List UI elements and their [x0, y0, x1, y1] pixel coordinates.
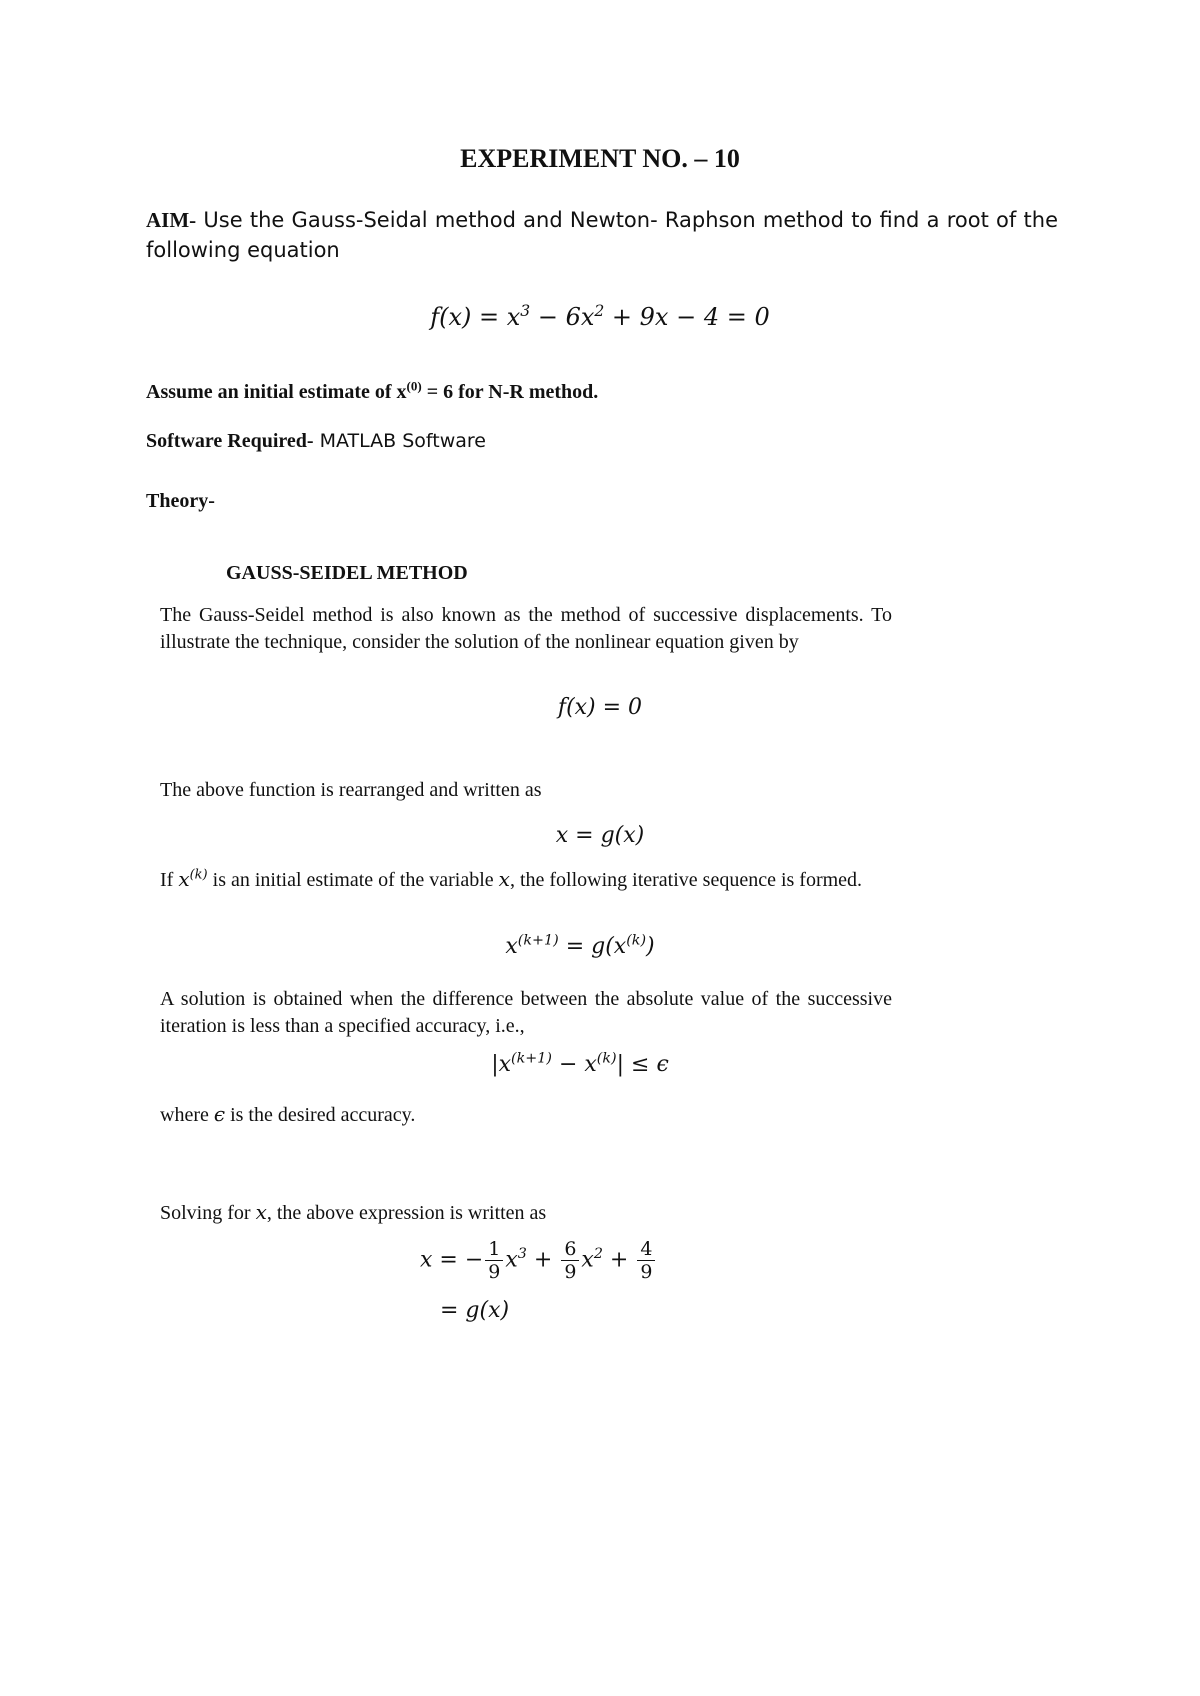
equation-x-equals-g: x = g(x) [555, 823, 645, 848]
page-title: EXPERIMENT NO. – 10 [460, 144, 740, 173]
software-required [146, 430, 486, 453]
main-equation: $f(x) = x^3 - 6x^2 + 9x - 4 = 0$ [430, 302, 770, 331]
paragraph-solving: Solving for x, the above expression is written as [160, 1200, 547, 1224]
section-heading: GAUSS-SEIDEL METHOD [226, 562, 468, 584]
equation-iteration: $x^{(k+1)} = g(x^{(k)})$ [505, 932, 655, 959]
software-label: Software Required- [146, 430, 314, 452]
paragraph-convergence: A solution is obtained when the difference between the absolute value of the successive iteration is less than a specified accuracy, i.e., [160, 988, 892, 1037]
aim-label: AIM- [146, 208, 197, 232]
software-value: MATLAB Software [313, 430, 486, 452]
theory-label: Theory- [146, 490, 215, 512]
equation-solved-line2: = g(x) [440, 1298, 510, 1323]
paragraph-rearranged: The above function is rearranged and written as [160, 779, 542, 801]
initial-estimate-line: Assume an initial estimate of $x^{(0)} = 6$ for N-R method. [146, 378, 599, 403]
paragraph-initial-estimate: If $x^{(k)}$ is an initial estimate of the variable x, the following iterative sequence is formed. [160, 867, 863, 891]
aim-paragraph [146, 205, 1058, 265]
equation-f-zero: f(x) = 0 [557, 695, 643, 720]
aim-text: Use the Gauss-Seidal method and Newton- Raphson method to find a root of the following equation [146, 208, 1058, 262]
equation-tolerance: $|x^{(k+1)} - x^{(k)}| \le \epsilon$ [491, 1050, 669, 1077]
equation-solved: x = − $\frac{1}{9}$ $x^3$ + $\frac{6}{9}$ $x^2$ + $\frac{4}{9}$ [420, 1238, 657, 1283]
paragraph-accuracy: where ϵ is the desired accuracy. [160, 1102, 416, 1126]
paragraph-intro: The Gauss-Seidel method is also known as the method of successive displacements. To illustrate the technique, consider the solution of the nonlinear equation given by [160, 604, 892, 653]
